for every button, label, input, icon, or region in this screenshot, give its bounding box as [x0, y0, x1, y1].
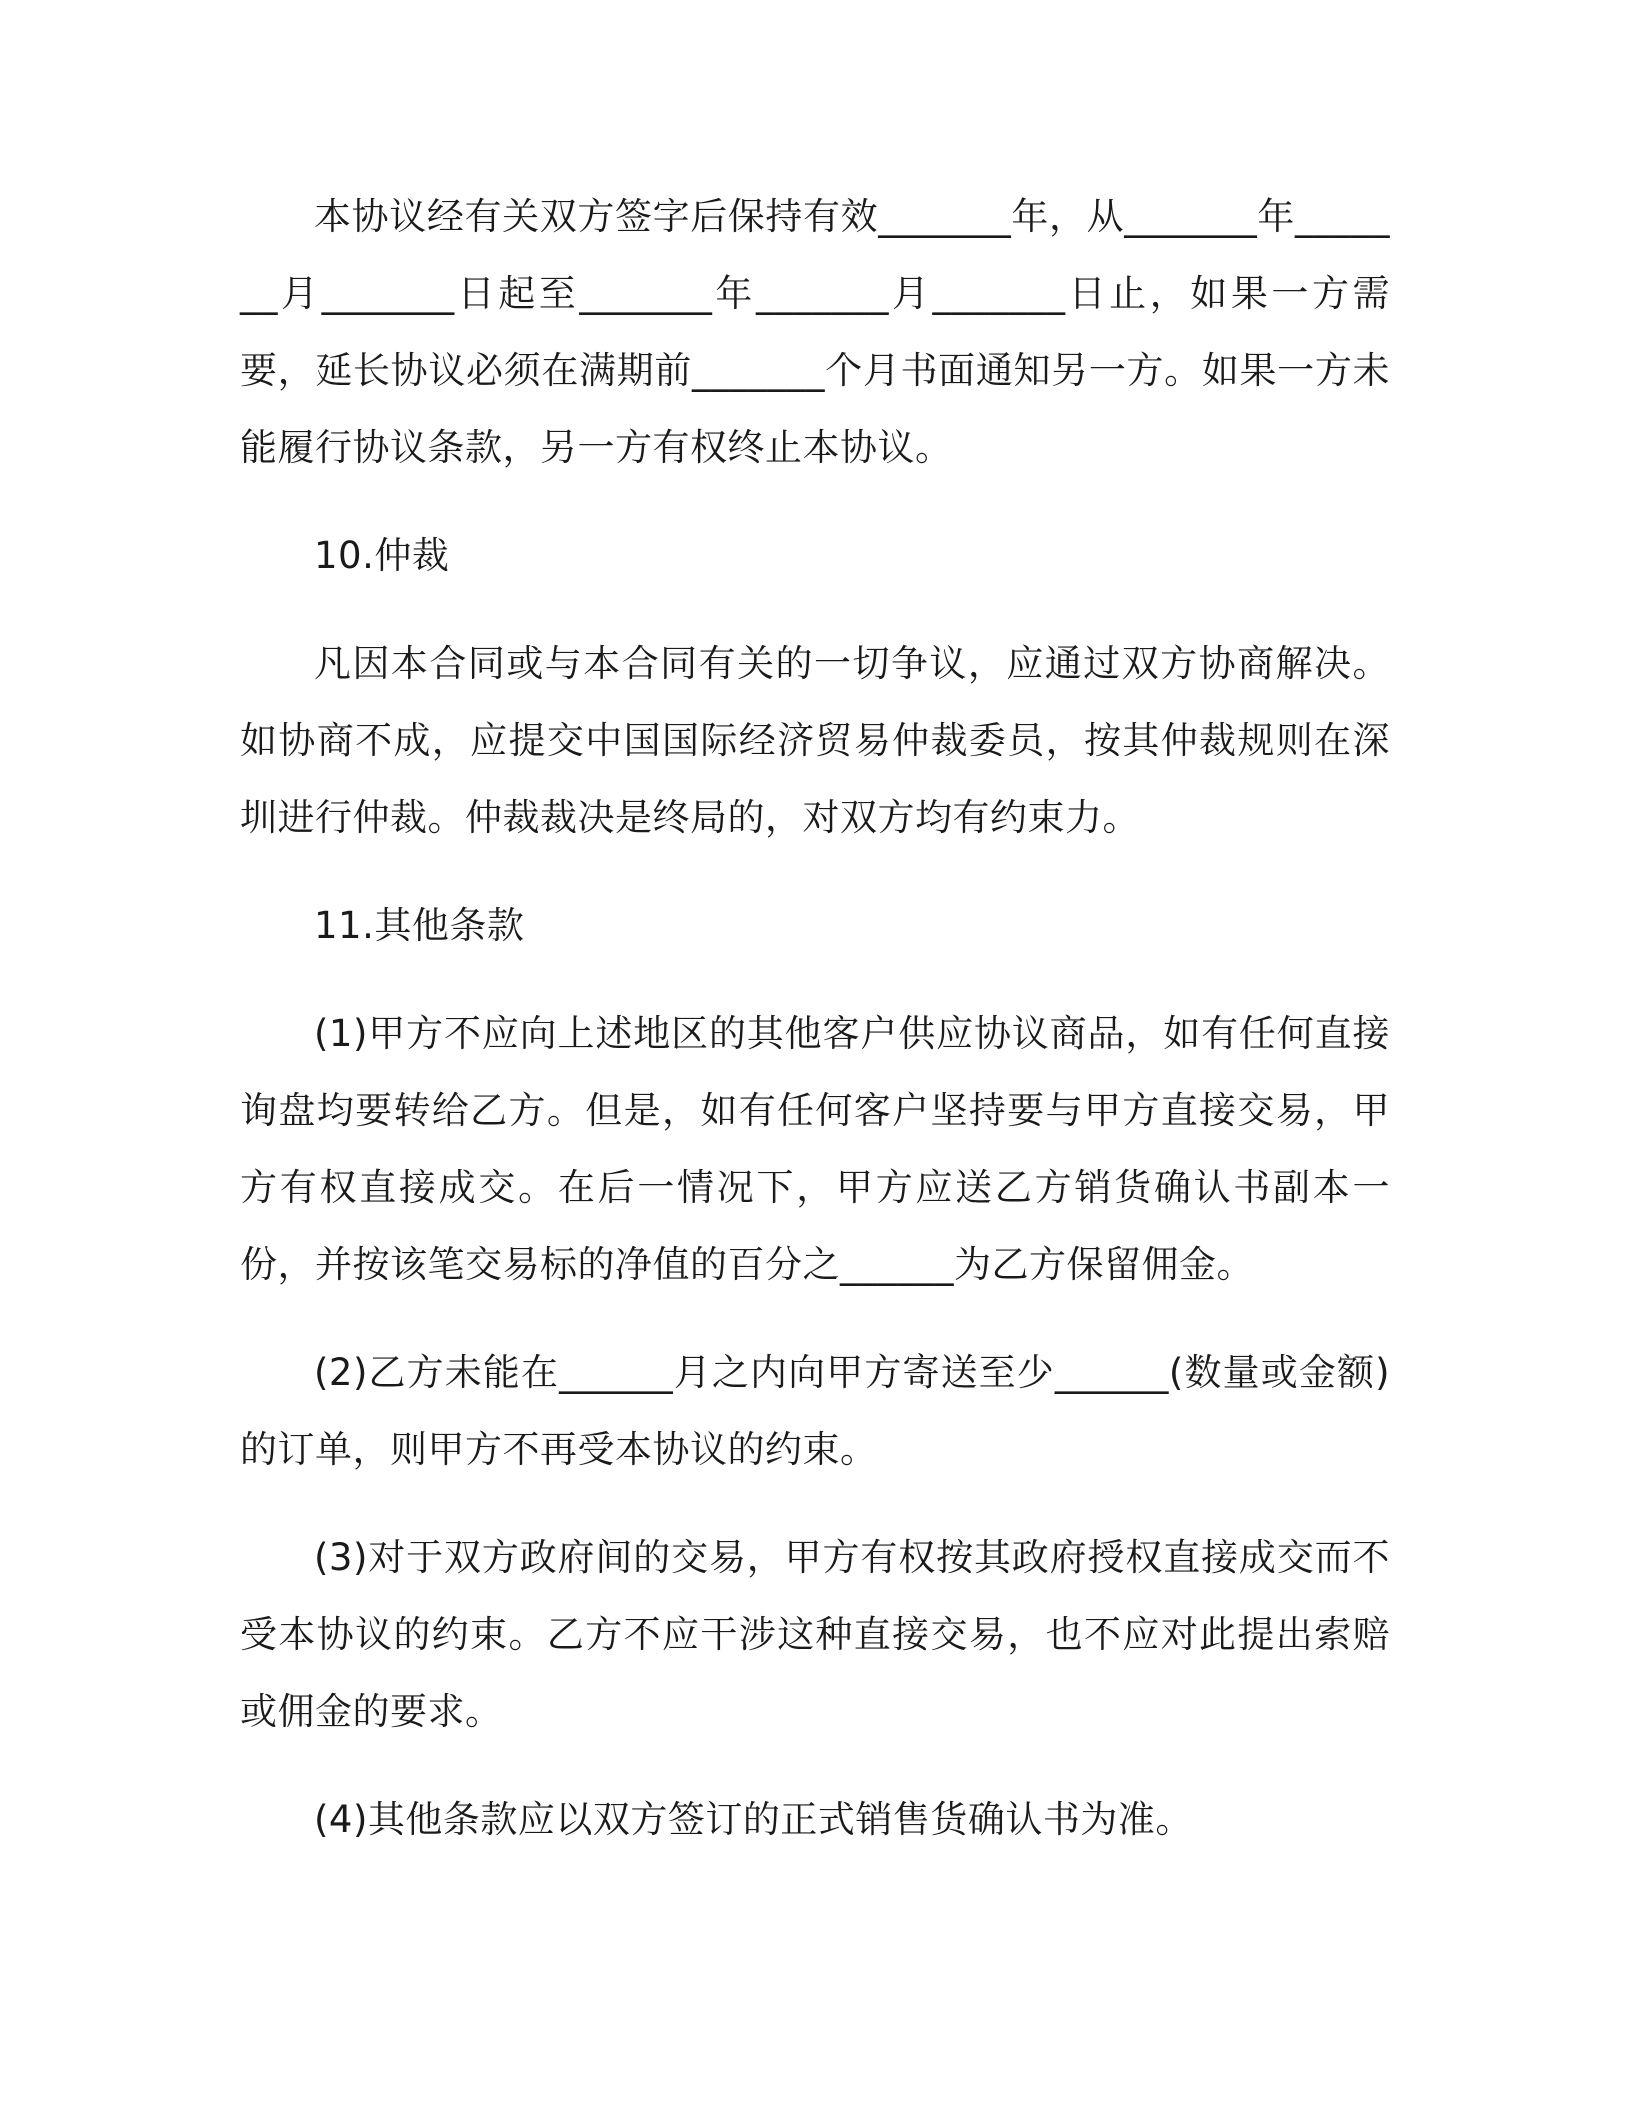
section-heading-other-terms: 11.其他条款 [314, 904, 525, 947]
other-terms-clause-4: (4)其他条款应以双方签订的正式销售货确认书为准。 [314, 1798, 1193, 1841]
other-terms-clause-2: (2)乙方未能在______月之内向甲方寄送至少______(数量或金额)的订单，则甲方不再受本协议的约束。 [240, 1351, 1390, 1471]
other-terms-clause-1: (1)甲方不应向上述地区的其他客户供应协议商品，如有任何直接询盘均要转给乙方。但是，如有任何客户坚持要与甲方直接交易，甲方有权直接成交。在后一情况下，甲方应送乙方销货确认书副本一份，并按该笔交易标的净值的百分之______为乙方保留佣金。 [240, 1012, 1390, 1286]
section-heading-arbitration: 10.仲裁 [314, 534, 450, 577]
other-terms-clause-3: (3)对于双方政府间的交易，甲方有权按其政府授权直接成交而不受本协议的约束。乙方不应干涉这种直接交易，也不应对此提出索赔或佣金的要求。 [240, 1536, 1390, 1733]
document-body [240, 178, 1390, 1889]
arbitration-paragraph: 凡因本合同或与本合同有关的一切争议，应通过双方协商解决。如协商不成，应提交中国国际经济贸易仲裁委员，按其仲裁规则在深圳进行仲裁。仲裁裁决是终局的，对双方均有约束力。 [240, 642, 1390, 839]
validity-paragraph: 本协议经有关双方签字后保持有效_______年，从_______年_______月_______日起至_______年_______月_______日止，如果一方需要，延长协议必须在满期前_______个月书面通知另一方。如果一方未能履行协议条款，另一方有权终止本协议。 [240, 195, 1390, 469]
